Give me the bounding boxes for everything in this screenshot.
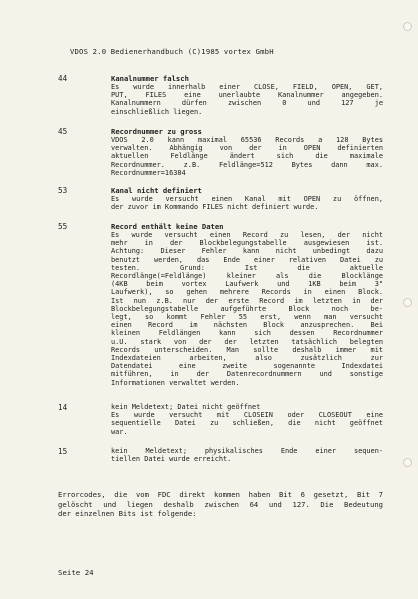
text-line: der zuvor im Kommando FILES nicht definiert wurde.	[111, 203, 319, 212]
text-line: mitführen, in der Datenrecordnummern und sonstige	[111, 370, 383, 379]
text-line: Kanalnummern dürfen zwischen 0 und 127 je	[111, 99, 383, 108]
text-line: u.U. stark von der der letzten tatsächlich belegten	[111, 337, 383, 346]
error-title: Record enthält keine Daten	[111, 222, 224, 231]
error-description	[111, 222, 383, 387]
text-line: Indexdateien arbeiten, also zusätzlich zur	[111, 354, 383, 363]
error-description	[111, 127, 383, 177]
error-title: Recordnummer zu gross	[111, 127, 202, 136]
text-line: Blockbelegungstabelle aufgeführte Block noch be-	[111, 304, 383, 313]
text-line: Datendatei eine zweite sogenannte Indexdatei	[111, 362, 383, 371]
page-header: VDOS 2.0 Bedienerhandbuch (C)1985 vortex GmbH	[70, 47, 274, 56]
text-line: einen Record im nächsten Block anzusprechen. Bei	[111, 321, 383, 330]
text-line: benutzt werden, das Ende einer relativen Datei zu	[111, 255, 383, 264]
text-line: PUT, FILES eine unerlaubte Kanalnummer angegeben.	[111, 91, 383, 100]
text-line: Es wurde versucht einen Kanal mit OPEN zu öffnen,	[111, 195, 383, 203]
text-line: Ist nun z.B. nur der erste Record im letzten in der	[111, 296, 383, 305]
page-number: Seite 24	[58, 568, 94, 577]
punch-hole	[403, 22, 412, 31]
error-description	[111, 74, 383, 116]
text-line: sequentielle Datei zu schließen, die nicht geöffnet	[111, 419, 383, 428]
text-line: einschließlich liegen.	[111, 107, 203, 116]
text-line: tiellen Datei wurde erreicht.	[111, 455, 232, 464]
text-line: Recordnummer=16384	[111, 168, 186, 177]
text-line: kleinen Feldlängen kann sich dessen Recordnummer	[111, 329, 383, 338]
text-line: war.	[111, 427, 128, 436]
text-line: der einzelnen Bits ist folgende:	[58, 509, 197, 519]
text-line: aktuellen Feldlänge ändert sich die maximale	[111, 152, 383, 161]
error-code: 14	[58, 403, 68, 412]
error-title: Kanal nicht definiert	[111, 186, 202, 195]
errorcode-paragraph	[58, 490, 383, 519]
text-line: (4KB beim vortex Laufwerk und 1KB beim 3"	[111, 280, 383, 289]
error-description	[111, 447, 383, 463]
text-line: gelöscht und liegen deshalb zwischen 64 und 127. Die Bedeutung	[58, 499, 383, 509]
text-line: VDOS 2.0 kann maximal 65536 Records a 128 Bytes	[111, 136, 383, 144]
text-line: Es wurde versucht mit CLOSEIN oder CLOSEOUT eine	[111, 411, 383, 420]
text-line: Es wurde innerhalb einer CLOSE, FIELD, OPEN, GET,	[111, 83, 383, 91]
error-code: 15	[58, 447, 68, 456]
error-code: 44	[58, 74, 68, 83]
error-title: kein Meldetext; physikalisches Ende einer sequen-	[111, 447, 383, 455]
text-line: Es wurde versucht einen Record zu lesen, der nicht	[111, 231, 383, 239]
error-description	[111, 186, 383, 211]
text-line: Errorcodes, die vom FDC direkt kommen haben Bit 6 gesetzt, Bit 7	[58, 490, 383, 499]
text-line: Informationen verwaltet werden.	[111, 378, 240, 387]
text-line: mehr in der Blockbelegungstabelle ausgewiesen ist.	[111, 239, 383, 248]
error-code: 45	[58, 127, 68, 136]
punch-hole	[403, 458, 412, 467]
text-line: testen. Grund: Ist die aktuelle	[111, 263, 383, 272]
text-line: Records unterscheiden. Man sollte deshalb immer mit	[111, 345, 383, 354]
text-line: Laufwerk), so gehen mehrere Records in einen Block.	[111, 288, 383, 297]
text-line: verwalten. Abhängig von der in OPEN definierten	[111, 144, 383, 153]
text-line: Recordnummer. z.B. Feldlänge=512 Bytes dann max.	[111, 160, 383, 169]
error-title: Kanalnummer falsch	[111, 74, 189, 83]
text-line: Achtung: Dieser Fehler kann nicht unbedingt dazu	[111, 247, 383, 256]
text-line: Recordlänge(=Feldlänge) kleiner als die Blocklänge	[111, 272, 383, 281]
text-line: legt, so kommt Fehler 55 erst, wenn man versucht	[111, 313, 383, 322]
punch-hole	[403, 298, 412, 307]
error-code: 55	[58, 222, 68, 231]
error-description	[111, 403, 383, 436]
error-code: 53	[58, 186, 68, 195]
error-title: kein Meldetext; Datei nicht geöffnet	[111, 403, 261, 411]
